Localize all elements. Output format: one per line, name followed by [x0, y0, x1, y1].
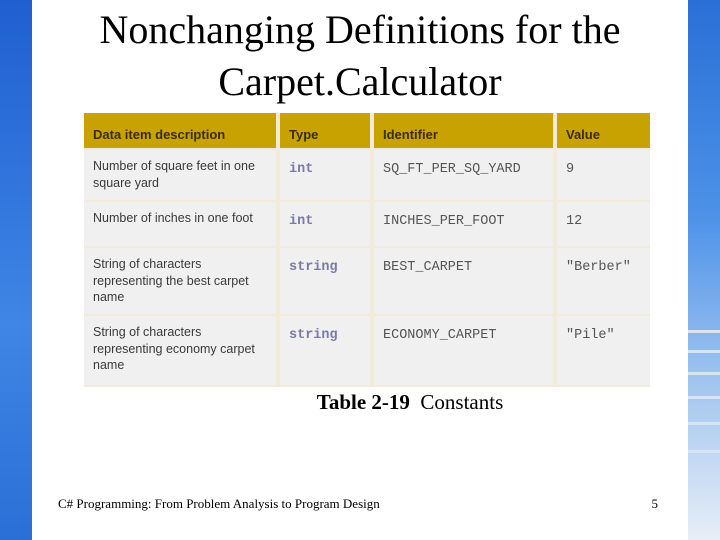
decor-stripe: [688, 372, 720, 375]
description-cell: String of characters representing economy carpet name: [84, 316, 276, 385]
type-cell: int: [280, 150, 370, 200]
value-cell: "Pile": [557, 316, 650, 385]
decor-stripe: [688, 450, 720, 453]
decor-stripe: [688, 396, 720, 399]
header-cell: Type: [280, 113, 370, 148]
right-decor-strip: [688, 0, 720, 540]
decor-stripe: [688, 422, 720, 425]
header-cell: Data item description: [84, 113, 276, 148]
slide: [32, 0, 688, 540]
decor-stripe: [688, 330, 720, 333]
identifier-cell: INCHES_PER_FOOT: [374, 202, 553, 246]
table-row: [84, 248, 650, 314]
value-cell: 12: [557, 202, 650, 246]
header-cell: Value: [557, 113, 650, 148]
value-cell: 9: [557, 150, 650, 200]
slide-title: [32, 4, 688, 108]
page-number: 5: [651, 496, 658, 511]
constants-table: [84, 113, 650, 387]
table-row: [84, 202, 650, 246]
title-line-1: Nonchanging Definitions for the: [99, 7, 621, 52]
left-decor-strip: [0, 0, 32, 540]
type-cell: string: [280, 248, 370, 314]
identifier-cell: BEST_CARPET: [374, 248, 553, 314]
type-cell: int: [280, 202, 370, 246]
header-cell: Identifier: [374, 113, 553, 148]
title-line-2: Carpet.Calculator: [218, 59, 502, 104]
table-header-row: [84, 113, 650, 148]
identifier-cell: SQ_FT_PER_SQ_YARD: [374, 150, 553, 200]
caption-number: Table 2-19: [316, 390, 410, 414]
table-row: [84, 316, 650, 385]
table-row: [84, 150, 650, 200]
slide-footer: C# Programming: From Problem Analysis to Program Design: [58, 496, 380, 511]
table-caption: [32, 390, 688, 415]
decor-stripe: [688, 350, 720, 353]
caption-text: Constants: [420, 390, 504, 414]
type-cell: string: [280, 316, 370, 385]
description-cell: String of characters representing the best carpet name: [84, 248, 276, 314]
description-cell: Number of inches in one foot: [84, 202, 276, 246]
value-cell: "Berber": [557, 248, 650, 314]
description-cell: Number of square feet in one square yard: [84, 150, 276, 200]
identifier-cell: ECONOMY_CARPET: [374, 316, 553, 385]
